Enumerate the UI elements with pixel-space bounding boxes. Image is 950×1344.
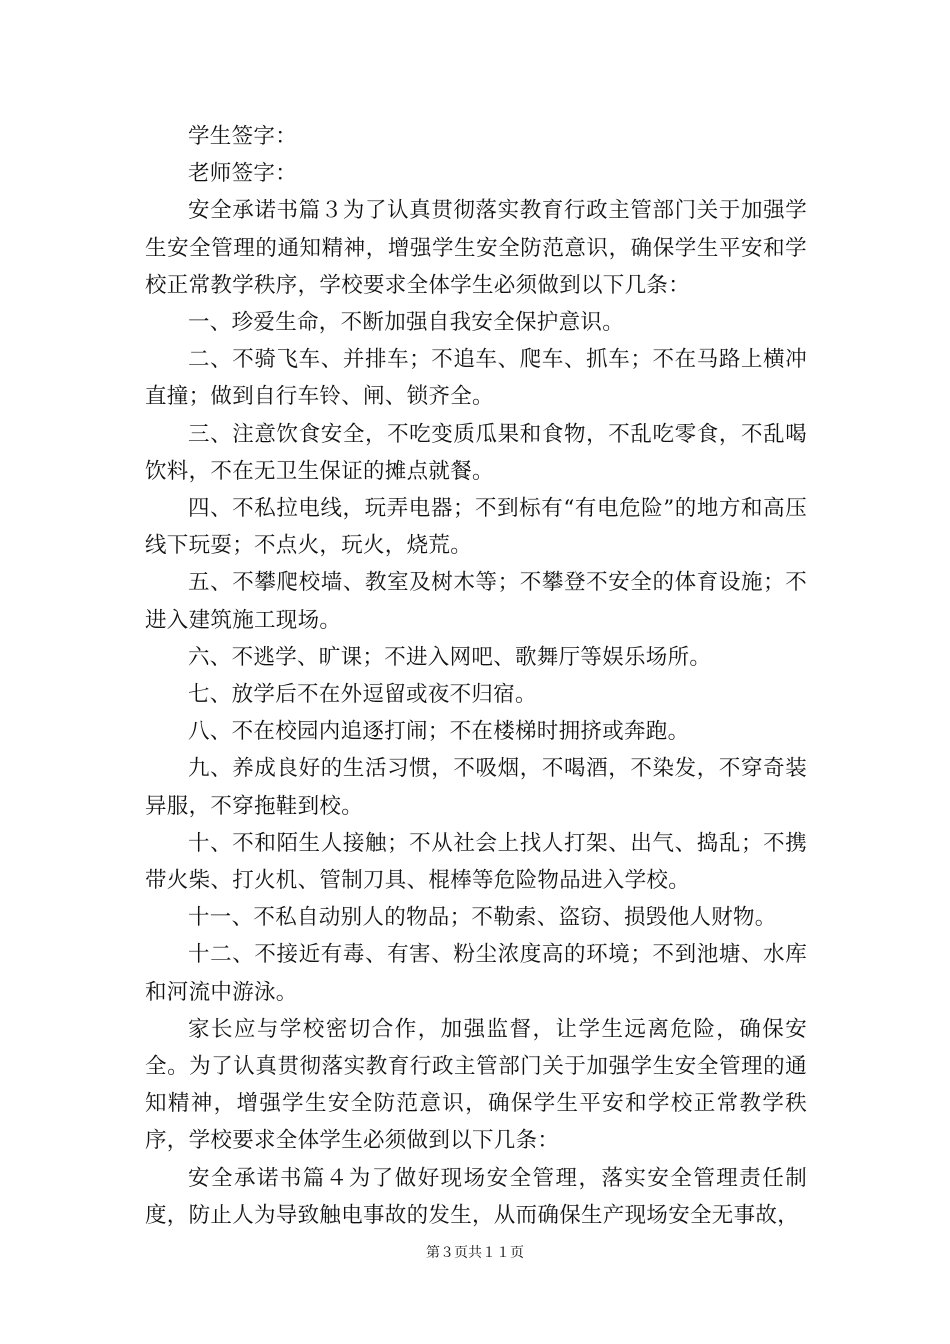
rule-item-4: 四、不私拉电线，玩弄电器；不到标有“有电危险”的地方和高压线下玩耍；不点火，玩火，烧荒。 <box>145 496 807 559</box>
rule-item-11: 十一、不私自动别人的物品；不勒索、盗窃、损毁他人财物。 <box>188 905 777 931</box>
rule-item-6: 六、不逃学、旷课；不进入网吧、歌舞厅等娱乐场所。 <box>188 644 712 670</box>
student-signature-line: 学生签字： <box>188 124 298 149</box>
rule-item-7: 七、放学后不在外逗留或夜不归宿。 <box>188 682 537 708</box>
rule-item-8: 八、不在校园内追逐打闹；不在楼梯时拥挤或奔跑。 <box>188 719 690 745</box>
rule-item-9: 九、养成良好的生活习惯，不吸烟，不喝酒，不染发，不穿奇装异服，不穿拖鞋到校。 <box>145 756 807 819</box>
rule-item-1: 一、珍爱生命，不断加强自我安全保护意识。 <box>188 310 625 336</box>
rule-item-3: 三、注意饮食安全，不吃变质瓜果和食物，不乱吃零食，不乱喝饮料，不在无卫生保证的摊点就餐。 <box>145 421 807 484</box>
page-number-footer: 第３页共１１页 <box>426 1245 524 1261</box>
paragraph-section-3-intro: 安全承诺书篇３为了认真贯彻落实教育行政主管部门关于加强学生安全管理的通知精神，增强学生安全防范意识，确保学生平安和学校正常教学秩序，学校要求全体学生必须做到以下几条： <box>145 198 807 298</box>
paragraph-section-4-intro: 安全承诺书篇４为了做好现场安全管理，落实安全管理责任制度，防止人为导致触电事故的发生，从而确保生产现场安全无事故， <box>145 1165 807 1228</box>
rule-item-5: 五、不攀爬校墙、教室及树木等；不攀登不安全的体育设施；不进入建筑施工现场。 <box>145 570 807 633</box>
rule-item-10: 十、不和陌生人接触；不从社会上找人打架、出气、捣乱；不携带火柴、打火机、管制刀具、棍棒等危险物品进入学校。 <box>145 830 807 894</box>
document-body <box>145 118 807 1234</box>
teacher-signature-line: 老师签字： <box>188 161 298 187</box>
rule-item-2: 二、不骑飞车、并排车；不追车、爬车、抓车；不在马路上横冲直撞；做到自行车铃、闸、锁齐全。 <box>145 347 807 410</box>
parent-cooperation-paragraph: 家长应与学校密切合作，加强监督，让学生远离危险，确保安全。为了认真贯彻落实教育行政主管部门关于加强学生安全管理的通知精神，增强学生安全防范意识，确保学生平安和学校正常教学秩序，学校要求全体学生必须做到以下几条： <box>145 1016 807 1154</box>
rule-item-12: 十二、不接近有毒、有害、粉尘浓度高的环境；不到池塘、水库和河流中游泳。 <box>145 942 807 1005</box>
